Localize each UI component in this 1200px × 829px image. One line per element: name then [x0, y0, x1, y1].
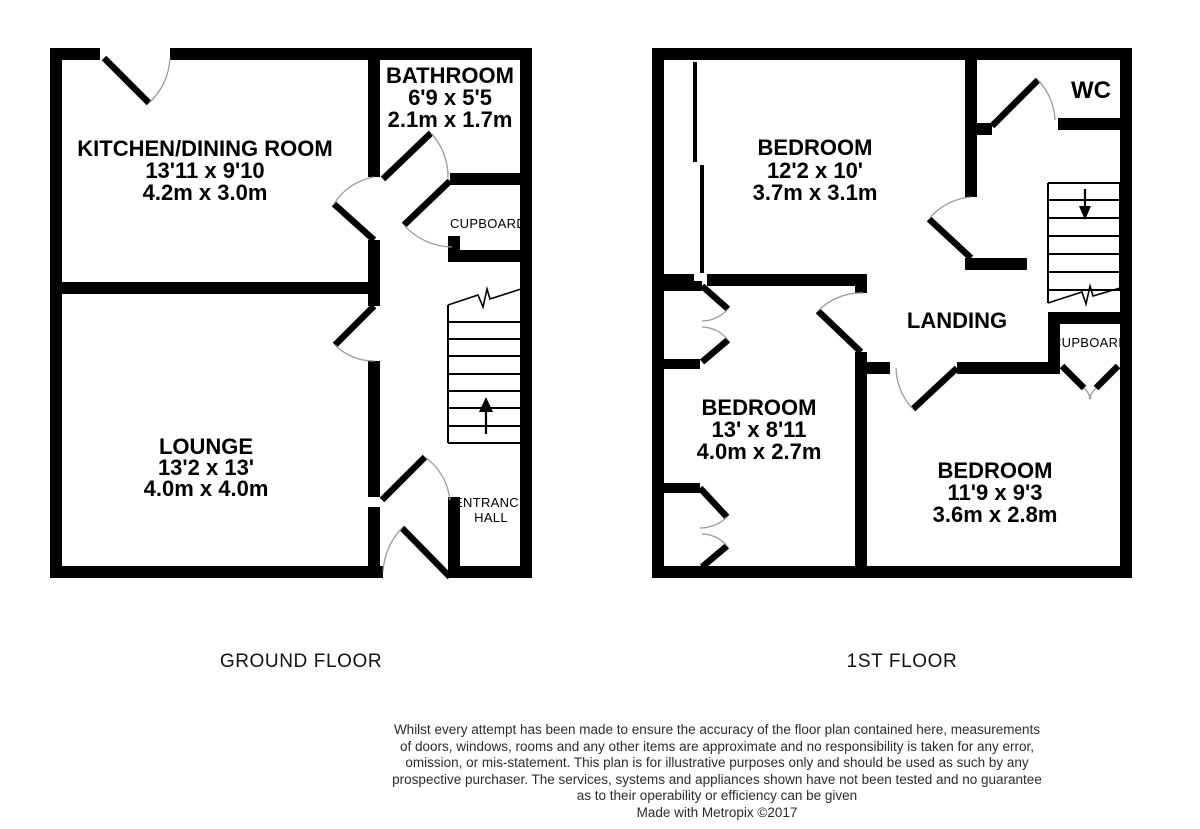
- bathroom-label: BATHROOM: [386, 63, 514, 88]
- first-floor-title: 1ST FLOOR: [846, 651, 958, 672]
- stairs-down-arrow-icon: [1079, 189, 1091, 220]
- first-cupboard-doors: [1062, 366, 1118, 399]
- bathroom-imperial: 6'9 x 5'5: [408, 85, 492, 110]
- bedroom-left-metric: 4.0m x 2.7m: [696, 439, 822, 464]
- bedroom-left-label: BEDROOM: [701, 395, 817, 420]
- front-door: [383, 528, 450, 577]
- bedroom-top-label: BEDROOM: [757, 135, 873, 160]
- kitchen-imperial: 13'11 x 9'10: [145, 158, 265, 183]
- front-entry-door: [104, 58, 170, 103]
- hall-door: [382, 457, 450, 500]
- kitchen-metric: 4.2m x 3.0m: [142, 180, 268, 205]
- wc-label: WC: [1071, 77, 1111, 104]
- bedroom-right-label: BEDROOM: [937, 458, 1053, 483]
- bedroom-right-door: [896, 368, 957, 409]
- ground-cupboard-label: CUPBOARD: [449, 216, 527, 231]
- first-floor-stairs: [1048, 183, 1120, 304]
- lounge-metric: 4.0m x 4.0m: [143, 476, 269, 501]
- bedroom-left-door: [818, 293, 863, 352]
- disclaimer-line: Whilst every attempt has been made to ensure the accuracy of the floor plan contained here, measurements: [393, 722, 1041, 737]
- bedroom-left-wardrobe-doors-upper: [663, 281, 728, 369]
- bedroom-top-metric: 3.7m x 3.1m: [752, 180, 878, 205]
- stairs-break-line: [1048, 286, 1120, 304]
- landing-label: LANDING: [906, 308, 1008, 333]
- entrance-hall-label-line1: ENTRANCE: [454, 495, 528, 510]
- kitchen-door: [334, 177, 374, 240]
- bedroom-left-wardrobe-doors-lower: [663, 483, 727, 567]
- disclaimer-line: omission, or mis-statement. This plan is for illustrative purposes only and should be used as such by any: [405, 755, 1029, 771]
- lounge-label: LOUNGE: [158, 434, 254, 459]
- bedroom-right-metric: 3.6m x 2.8m: [932, 502, 1058, 527]
- ground-cupboard-door: [404, 181, 452, 247]
- disclaimer-line: of doors, windows, rooms and any other items are approximate and no responsibility is taken for any error,: [399, 738, 1035, 754]
- stairs-up-arrow-icon: [479, 397, 493, 434]
- lounge-door: [335, 306, 374, 361]
- ground-floor-title: GROUND FLOOR: [219, 651, 383, 672]
- ground-stairs: [448, 289, 521, 443]
- bathroom-door: [383, 133, 448, 179]
- disclaimer-line: prospective purchaser. The services, systems and appliances shown have not been tested and no guarantee: [392, 771, 1042, 787]
- bedroom-top-door: [929, 197, 971, 258]
- kitchen-label: KITCHEN/DINING ROOM: [77, 136, 333, 161]
- bedroom-right-imperial: 11'9 x 9'3: [947, 480, 1043, 505]
- first-cupboard-label: CUPBOARD: [1051, 335, 1129, 350]
- lounge-imperial: 13'2 x 13': [157, 455, 255, 480]
- stairs-break-line: [448, 289, 521, 307]
- wc-door: [992, 80, 1055, 126]
- metropix-credit: Made with Metropix ©2017: [636, 804, 798, 820]
- entrance-hall-label-line2: HALL: [474, 510, 508, 525]
- first-floor-plan: [652, 48, 1132, 578]
- disclaimer-line: as to their operability or efficiency can be given: [576, 788, 858, 804]
- bedroom-left-imperial: 13' x 8'11: [711, 417, 807, 442]
- bathroom-metric: 2.1m x 1.7m: [387, 107, 513, 132]
- bedroom-top-imperial: 12'2 x 10': [766, 158, 864, 183]
- disclaimer-text: [337, 722, 1097, 822]
